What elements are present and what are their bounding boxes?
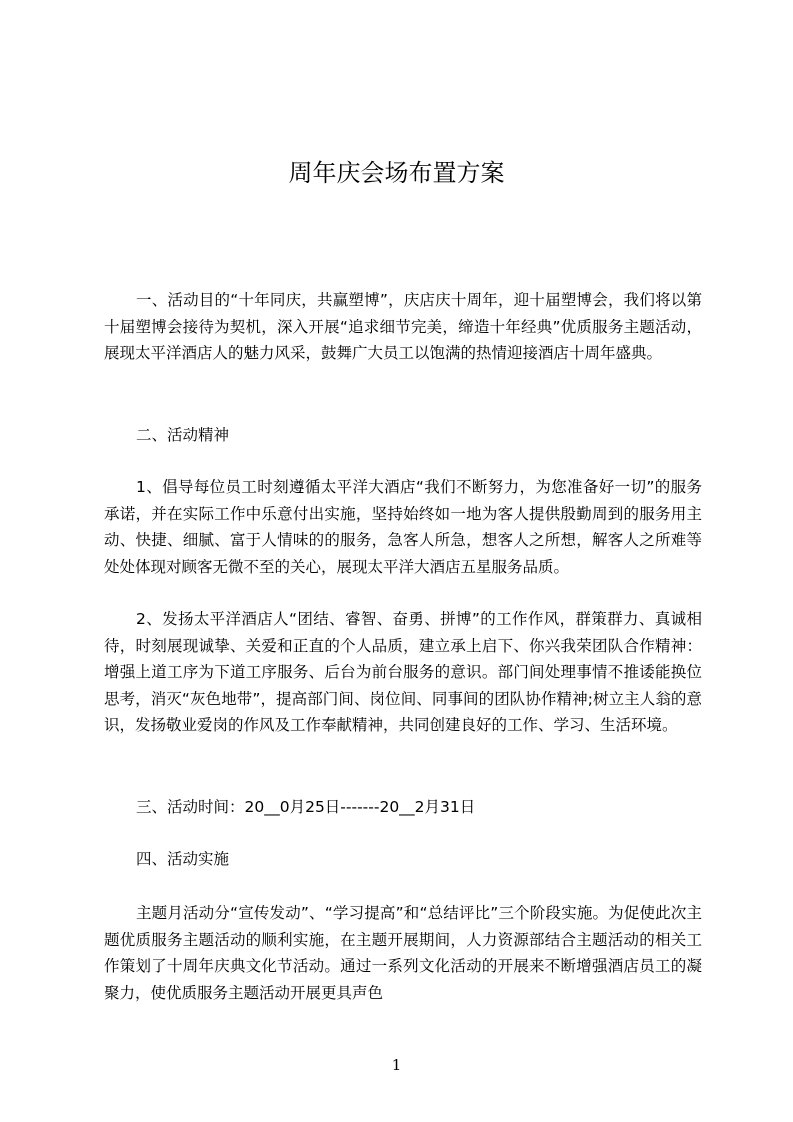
spirit-heading: 二、活动精神 — [136, 426, 230, 444]
spirit-item-2: 2、发扬太平洋酒店人“团结、睿智、奋勇、拼博”的工作作风，群策群力、真诚相待，时刻展现诚挚、关爱和正直的个人品质，建立承上启下、你兴我荣团队合作精神：增强上道工序为下道工序服务、后台为前台服务的意识。部门间处理事情不推诿能换位思考，消灭“灰色地带”，提高部门间、岗位间、同事间的团队协作精神;树立主人翁的意识，发扬敬业爱岗的作风及工作奉献精神，共同创建良好的工作、学习、生活环境。 — [104, 610, 702, 734]
implementation-heading: 四、活动实施 — [136, 850, 230, 868]
spirit-item-1: 1、倡导每位员工时刻遵循太平洋大酒店“我们不断努力，为您准备好一切”的服务承诺，并在实际工作中乐意付出实施，坚持始终如一地为客人提供殷勤周到的服务用主动、快捷、细腻、富于人情味的的服务，急客人所急，想客人之所想，解客人之所难等处处体现对顾客无微不至的关心，展现太平洋大酒店五星服务品质。 — [104, 478, 702, 576]
page-title: 周年庆会场布置方案 — [288, 159, 505, 188]
page-number: 1 — [391, 1056, 402, 1074]
implementation-paragraph: 主题月活动分“宣传发动”、“学习提高”和“总结评比”三个阶段实施。为促使此次主题优质服务主题活动的顺利实施，在主题开展期间，人力资源部结合主题活动的相关工作策划了十周年庆典文化节活动。通过一系列文化活动的开展来不断增强酒店员工的凝聚力，使优质服务主题活动开展更具声色 — [104, 904, 702, 1002]
purpose-paragraph: 一、活动目的“十年同庆，共赢塑博”，庆店庆十周年，迎十届塑博会，我们将以第十届塑博会接待为契机，深入开展“追求细节完美，缔造十年经典”优质服务主题活动，展现太平洋酒店人的魅力风采，鼓舞广大员工以饱满的热情迎接酒店十周年盛典。 — [104, 291, 702, 362]
activity-time: 三、活动时间：20__0月25日-------20__2月31日 — [136, 798, 476, 816]
